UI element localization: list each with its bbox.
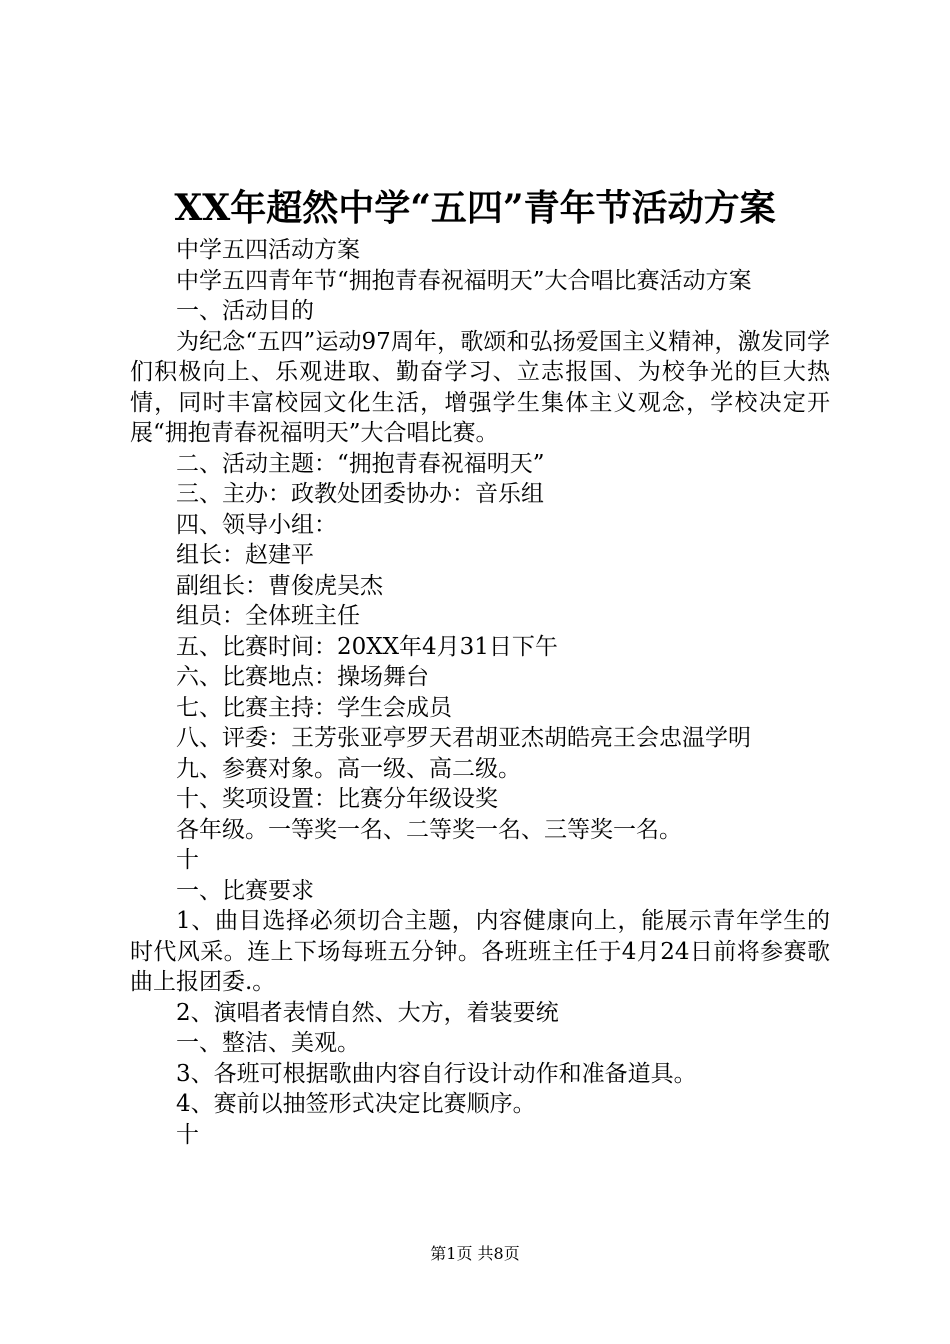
section-heading: 八、评委：王芳张亚亭罗天君胡亚杰胡皓亮王会忠温学明 xyxy=(176,725,751,751)
document-title: XX年超然中学“五四”青年节活动方案 xyxy=(174,187,776,229)
paragraph: 组员：全体班主任 xyxy=(176,603,360,629)
paragraph: 一、整洁、美观。 xyxy=(176,1030,360,1056)
section-heading: 六、比赛地点：操场舞台 xyxy=(176,664,429,690)
section-heading: 二、活动主题：“拥抱青春祝福明天” xyxy=(176,450,545,477)
paragraph: 各年级。一等奖一名、二等奖一名、三等奖一名。 xyxy=(176,816,682,843)
paragraph: 为纪念“五四”运动97周年，歌颂和弘扬爱国主义精神，激发同学们积极向上、乐观进取、勤奋学习、立志报国、为校争光的巨大热情，同时丰富校园文化生活，增强学生集体主义观念，学校决定开展“拥抱青春祝福明天”大合唱比赛。 xyxy=(130,328,830,446)
paragraph: 中学五四青年节“拥抱青春祝福明天”大合唱比赛活动方案 xyxy=(176,267,752,294)
paragraph: 2、演唱者表情自然、大方，着装要统 xyxy=(176,999,559,1026)
paragraph: 1、曲目选择必须切合主题，内容健康向上，能展示青年学生的时代风采。连上下场每班五分钟。各班班主任于4月24日前将参赛歌曲上报团委.。 xyxy=(130,908,830,995)
section-heading: 三、主办：政教处团委协办：音乐组 xyxy=(176,481,544,507)
section-heading: 十、奖项设置：比赛分年级设奖 xyxy=(176,786,498,812)
section-heading: 四、领导小组： xyxy=(176,511,337,538)
section-heading: 一、活动目的 xyxy=(176,298,314,324)
section-heading: 九、参赛对象。高一级、高二级。 xyxy=(176,755,521,782)
section-heading: 五、比赛时间：20XX年4月31日下午 xyxy=(176,633,558,660)
paragraph: 副组长：曹俊虎吴杰 xyxy=(176,572,383,599)
paragraph: 4、赛前以抽签形式决定比赛顺序。 xyxy=(176,1091,536,1117)
document-body xyxy=(130,235,830,1150)
paragraph: 3、各班可根据歌曲内容自行设计动作和准备道具。 xyxy=(176,1060,697,1087)
paragraph: 组长：赵建平 xyxy=(176,542,314,568)
paragraph: 十 xyxy=(176,1121,199,1148)
section-heading: 七、比赛主持：学生会成员 xyxy=(176,694,452,721)
page-footer: 第1页 共8页 xyxy=(430,1244,520,1263)
section-heading: 一、比赛要求 xyxy=(176,877,314,904)
paragraph: 中学五四活动方案 xyxy=(176,237,360,263)
paragraph: 十 xyxy=(176,847,199,873)
